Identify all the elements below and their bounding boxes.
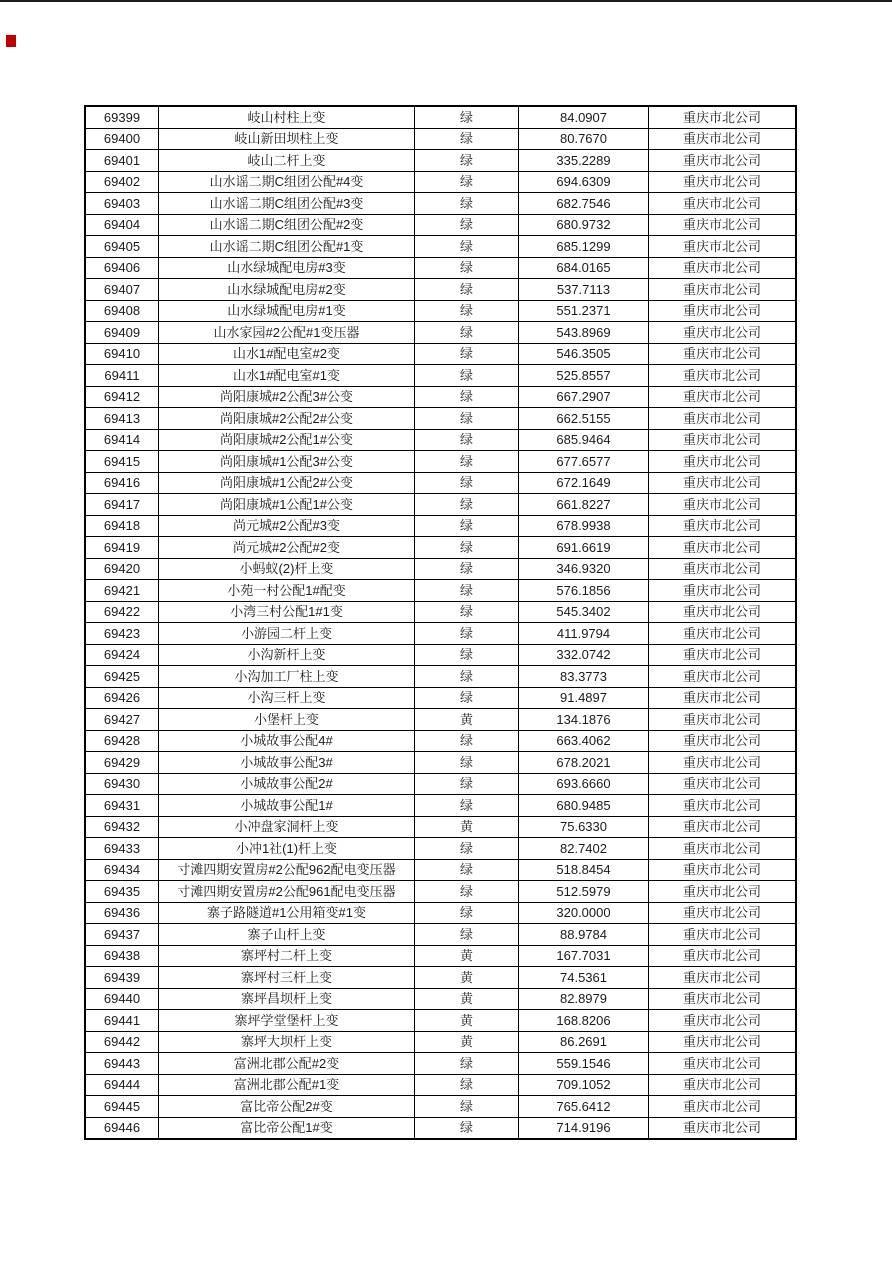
cell-name: 岐山新田坝柱上变 [158, 129, 414, 150]
cell-color: 绿 [414, 795, 518, 816]
cell-company: 重庆市北公司 [648, 602, 795, 623]
cell-value: 576.1856 [518, 580, 648, 601]
cell-company: 重庆市北公司 [648, 1032, 795, 1053]
cell-company: 重庆市北公司 [648, 172, 795, 193]
cell-name: 寨坪昌坝杆上变 [158, 989, 414, 1010]
cell-id: 69411 [104, 367, 140, 383]
cell-value: 525.8557 [518, 365, 648, 386]
cell-company: 重庆市北公司 [648, 215, 795, 236]
cell-company: 重庆市北公司 [648, 107, 795, 128]
cell-color: 黄 [414, 817, 518, 838]
cell-value: 682.7546 [518, 193, 648, 214]
cell-id: 69408 [103, 303, 141, 319]
cell-company: 重庆市北公司 [648, 860, 795, 881]
table-row [86, 622, 795, 644]
cell-color: 绿 [414, 602, 518, 623]
cell-name: 寨坪村三杆上变 [158, 967, 414, 988]
cell-name: 寨坪大坝杆上变 [158, 1032, 414, 1053]
cell-color: 绿 [414, 537, 518, 558]
cell-company: 重庆市北公司 [648, 365, 795, 386]
cell-color: 绿 [414, 129, 518, 150]
cell-color: 绿 [414, 838, 518, 859]
cell-name: 尚元城#2公配#2变 [158, 537, 414, 558]
cell-color: 绿 [414, 623, 518, 644]
page-top-border [0, 0, 892, 2]
cell-value: 411.9794 [518, 623, 648, 644]
table-row [86, 687, 795, 709]
cell-id: 69417 [103, 496, 141, 512]
table-row [86, 300, 795, 322]
cell-id: 69439 [103, 969, 141, 985]
cell-value: 91.4897 [518, 688, 648, 709]
cell-id: 69426 [103, 690, 141, 706]
cell-value: 83.3773 [518, 666, 648, 687]
table-row [86, 773, 795, 795]
cell-color: 绿 [414, 387, 518, 408]
cell-name: 寨子山杆上变 [158, 924, 414, 945]
cell-value: 691.6619 [518, 537, 648, 558]
cell-company: 重庆市北公司 [648, 1075, 795, 1096]
cell-value: 335.2289 [518, 150, 648, 171]
cell-company: 重庆市北公司 [648, 731, 795, 752]
cell-id: 69410 [103, 346, 141, 362]
cell-company: 重庆市北公司 [648, 666, 795, 687]
cell-id: 69420 [103, 561, 141, 577]
cell-id: 69444 [103, 1077, 141, 1093]
cell-company: 重庆市北公司 [648, 473, 795, 494]
cell-value: 672.1649 [518, 473, 648, 494]
cell-id: 69437 [103, 926, 141, 942]
transformer-table [84, 105, 797, 1140]
table-row [86, 149, 795, 171]
cell-name: 尚阳康城#1公配2#公变 [158, 473, 414, 494]
table-row [86, 515, 795, 537]
cell-color: 黄 [414, 946, 518, 967]
cell-value: 667.2907 [518, 387, 648, 408]
cell-id: 69413 [103, 410, 141, 426]
cell-id: 69415 [103, 453, 141, 469]
cell-company: 重庆市北公司 [648, 1010, 795, 1031]
cell-name: 小苑一村公配1#配变 [158, 580, 414, 601]
cell-id: 69419 [103, 539, 141, 555]
cell-name: 小城故事公配4# [158, 731, 414, 752]
cell-value: 332.0742 [518, 645, 648, 666]
cell-color: 绿 [414, 860, 518, 881]
table-row [86, 1031, 795, 1053]
cell-name: 寸滩四期安置房#2公配962配电变压器 [158, 860, 414, 881]
cell-id: 69405 [103, 238, 141, 254]
cell-id: 69425 [103, 668, 141, 684]
cell-color: 绿 [414, 666, 518, 687]
cell-value: 714.9196 [518, 1118, 648, 1139]
table-row [86, 364, 795, 386]
cell-value: 663.4062 [518, 731, 648, 752]
cell-value: 543.8969 [518, 322, 648, 343]
table-row [86, 837, 795, 859]
cell-name: 小沟三杆上变 [158, 688, 414, 709]
cell-company: 重庆市北公司 [648, 494, 795, 515]
table-row [86, 386, 795, 408]
cell-name: 寨坪学堂堡杆上变 [158, 1010, 414, 1031]
cell-name: 小城故事公配2# [158, 774, 414, 795]
cell-id: 69403 [103, 195, 141, 211]
cell-id: 69414 [103, 432, 141, 448]
cell-color: 绿 [414, 774, 518, 795]
cell-value: 82.7402 [518, 838, 648, 859]
cell-value: 518.8454 [518, 860, 648, 881]
cell-company: 重庆市北公司 [648, 645, 795, 666]
cell-id: 69424 [103, 647, 141, 663]
cell-id: 69432 [103, 819, 141, 835]
cell-company: 重庆市北公司 [648, 795, 795, 816]
table-row [86, 257, 795, 279]
cell-value: 346.9320 [518, 559, 648, 580]
table-row [86, 493, 795, 515]
cell-color: 绿 [414, 172, 518, 193]
cell-id: 69409 [103, 324, 141, 340]
cell-id: 69436 [103, 905, 141, 921]
cell-name: 小湾三村公配1#1变 [158, 602, 414, 623]
cell-company: 重庆市北公司 [648, 322, 795, 343]
cell-value: 678.2021 [518, 752, 648, 773]
cell-name: 小冲1社(1)杆上变 [158, 838, 414, 859]
cell-value: 86.2691 [518, 1032, 648, 1053]
cell-name: 山水绿城配电房#3变 [158, 258, 414, 279]
cell-value: 693.6660 [518, 774, 648, 795]
cell-company: 重庆市北公司 [648, 193, 795, 214]
cell-color: 绿 [414, 752, 518, 773]
cell-company: 重庆市北公司 [648, 387, 795, 408]
cell-name: 山水谣二期C组团公配#1变 [158, 236, 414, 257]
cell-value: 546.3505 [518, 344, 648, 365]
cell-company: 重庆市北公司 [648, 817, 795, 838]
table-row [86, 214, 795, 236]
cell-name: 尚阳康城#2公配2#公变 [158, 408, 414, 429]
cell-name: 富洲北郡公配#2变 [158, 1053, 414, 1074]
cell-color: 绿 [414, 107, 518, 128]
cell-company: 重庆市北公司 [648, 989, 795, 1010]
cell-value: 709.1052 [518, 1075, 648, 1096]
cell-name: 尚元城#2公配#3变 [158, 516, 414, 537]
cell-color: 黄 [414, 1032, 518, 1053]
cell-name: 富洲北郡公配#1变 [158, 1075, 414, 1096]
cell-value: 74.5361 [518, 967, 648, 988]
cell-company: 重庆市北公司 [648, 774, 795, 795]
cell-company: 重庆市北公司 [648, 838, 795, 859]
cell-name: 山水1#配电室#2变 [158, 344, 414, 365]
table-row [86, 1074, 795, 1096]
cell-id: 69431 [103, 797, 141, 813]
cell-color: 绿 [414, 559, 518, 580]
red-marker-icon [6, 35, 16, 47]
cell-color: 绿 [414, 193, 518, 214]
cell-color: 绿 [414, 236, 518, 257]
cell-name: 小沟新杆上变 [158, 645, 414, 666]
cell-company: 重庆市北公司 [648, 344, 795, 365]
cell-id: 69434 [103, 862, 141, 878]
table-row [86, 601, 795, 623]
cell-company: 重庆市北公司 [648, 1053, 795, 1074]
cell-name: 岐山村柱上变 [158, 107, 414, 128]
cell-company: 重庆市北公司 [648, 451, 795, 472]
cell-name: 山水1#配电室#1变 [158, 365, 414, 386]
table-row [86, 816, 795, 838]
cell-name: 山水谣二期C组团公配#4变 [158, 172, 414, 193]
table-row [86, 472, 795, 494]
cell-value: 678.9938 [518, 516, 648, 537]
table-row [86, 1009, 795, 1031]
cell-value: 537.7113 [518, 279, 648, 300]
cell-id: 69427 [103, 711, 141, 727]
cell-value: 545.3402 [518, 602, 648, 623]
cell-id: 69399 [103, 109, 141, 125]
cell-color: 绿 [414, 516, 518, 537]
cell-id: 69402 [103, 174, 141, 190]
cell-value: 168.8206 [518, 1010, 648, 1031]
table-row [86, 945, 795, 967]
cell-id: 69445 [103, 1098, 141, 1114]
cell-id: 69412 [103, 389, 141, 405]
cell-color: 绿 [414, 279, 518, 300]
cell-name: 小城故事公配1# [158, 795, 414, 816]
cell-company: 重庆市北公司 [648, 559, 795, 580]
cell-id: 69433 [103, 840, 141, 856]
cell-name: 寨坪村二杆上变 [158, 946, 414, 967]
cell-company: 重庆市北公司 [648, 1096, 795, 1117]
cell-name: 尚阳康城#1公配3#公变 [158, 451, 414, 472]
cell-company: 重庆市北公司 [648, 688, 795, 709]
cell-name: 寸滩四期安置房#2公配961配电变压器 [158, 881, 414, 902]
cell-company: 重庆市北公司 [648, 236, 795, 257]
cell-color: 绿 [414, 215, 518, 236]
table-row [86, 192, 795, 214]
cell-company: 重庆市北公司 [648, 903, 795, 924]
cell-company: 重庆市北公司 [648, 967, 795, 988]
cell-company: 重庆市北公司 [648, 580, 795, 601]
cell-company: 重庆市北公司 [648, 1118, 795, 1139]
cell-name: 小堡杆上变 [158, 709, 414, 730]
cell-value: 551.2371 [518, 301, 648, 322]
cell-name: 小游园二杆上变 [158, 623, 414, 644]
cell-name: 寨子路隧道#1公用箱变#1变 [158, 903, 414, 924]
cell-name: 山水谣二期C组团公配#2变 [158, 215, 414, 236]
cell-company: 重庆市北公司 [648, 301, 795, 322]
cell-id: 69422 [103, 604, 141, 620]
cell-id: 69435 [103, 883, 141, 899]
cell-color: 绿 [414, 903, 518, 924]
cell-name: 富比帝公配2#变 [158, 1096, 414, 1117]
cell-value: 88.9784 [518, 924, 648, 945]
table-row [86, 794, 795, 816]
cell-id: 69443 [103, 1055, 141, 1071]
cell-id: 69442 [103, 1034, 141, 1050]
cell-value: 559.1546 [518, 1053, 648, 1074]
table-row [86, 902, 795, 924]
cell-id: 69423 [103, 625, 141, 641]
cell-id: 69404 [103, 217, 141, 233]
cell-value: 680.9485 [518, 795, 648, 816]
cell-value: 134.1876 [518, 709, 648, 730]
table-row [86, 429, 795, 451]
cell-id: 69440 [103, 991, 141, 1007]
cell-value: 680.9732 [518, 215, 648, 236]
cell-company: 重庆市北公司 [648, 150, 795, 171]
cell-color: 绿 [414, 645, 518, 666]
cell-id: 69407 [103, 281, 141, 297]
cell-value: 677.6577 [518, 451, 648, 472]
table-row [86, 579, 795, 601]
cell-color: 黄 [414, 967, 518, 988]
cell-name: 尚阳康城#2公配1#公变 [158, 430, 414, 451]
cell-company: 重庆市北公司 [648, 129, 795, 150]
cell-company: 重庆市北公司 [648, 752, 795, 773]
cell-color: 绿 [414, 1075, 518, 1096]
cell-value: 694.6309 [518, 172, 648, 193]
cell-id: 69441 [103, 1012, 141, 1028]
cell-company: 重庆市北公司 [648, 946, 795, 967]
cell-value: 167.7031 [518, 946, 648, 967]
cell-color: 绿 [414, 258, 518, 279]
cell-name: 山水谣二期C组团公配#3变 [158, 193, 414, 214]
cell-name: 尚阳康城#2公配3#公变 [158, 387, 414, 408]
cell-id: 69400 [103, 131, 141, 147]
cell-id: 69429 [103, 754, 141, 770]
table-row [86, 278, 795, 300]
cell-color: 绿 [414, 430, 518, 451]
cell-name: 山水绿城配电房#2变 [158, 279, 414, 300]
cell-name: 山水家园#2公配#1变压器 [158, 322, 414, 343]
table-row [86, 321, 795, 343]
cell-color: 绿 [414, 580, 518, 601]
table-row [86, 880, 795, 902]
cell-company: 重庆市北公司 [648, 408, 795, 429]
cell-color: 绿 [414, 494, 518, 515]
cell-color: 绿 [414, 924, 518, 945]
cell-value: 765.6412 [518, 1096, 648, 1117]
cell-color: 绿 [414, 1096, 518, 1117]
cell-color: 黄 [414, 989, 518, 1010]
table-row [86, 536, 795, 558]
cell-color: 绿 [414, 322, 518, 343]
cell-company: 重庆市北公司 [648, 279, 795, 300]
cell-company: 重庆市北公司 [648, 430, 795, 451]
cell-value: 685.1299 [518, 236, 648, 257]
cell-color: 绿 [414, 473, 518, 494]
cell-color: 绿 [414, 408, 518, 429]
table-row [86, 665, 795, 687]
cell-id: 69406 [103, 260, 141, 276]
cell-company: 重庆市北公司 [648, 258, 795, 279]
cell-value: 75.6330 [518, 817, 648, 838]
table-row [86, 407, 795, 429]
cell-value: 512.5979 [518, 881, 648, 902]
cell-value: 685.9464 [518, 430, 648, 451]
cell-name: 小蚂蚁(2)杆上变 [158, 559, 414, 580]
cell-name: 尚阳康城#1公配1#公变 [158, 494, 414, 515]
cell-color: 绿 [414, 150, 518, 171]
table-row [86, 644, 795, 666]
table-row [86, 859, 795, 881]
cell-company: 重庆市北公司 [648, 924, 795, 945]
table-row [86, 107, 795, 128]
cell-id: 69438 [103, 948, 141, 964]
cell-color: 黄 [414, 1010, 518, 1031]
cell-value: 684.0165 [518, 258, 648, 279]
cell-value: 84.0907 [518, 107, 648, 128]
table-row [86, 235, 795, 257]
cell-color: 绿 [414, 688, 518, 709]
cell-company: 重庆市北公司 [648, 623, 795, 644]
table-row [86, 450, 795, 472]
cell-id: 69416 [103, 475, 141, 491]
table-row [86, 1095, 795, 1117]
table-row [86, 730, 795, 752]
cell-color: 绿 [414, 881, 518, 902]
cell-name: 山水绿城配电房#1变 [158, 301, 414, 322]
table-row [86, 343, 795, 365]
cell-company: 重庆市北公司 [648, 709, 795, 730]
cell-name: 岐山二杆上变 [158, 150, 414, 171]
cell-value: 662.5155 [518, 408, 648, 429]
cell-name: 小城故事公配3# [158, 752, 414, 773]
cell-color: 绿 [414, 731, 518, 752]
cell-value: 320.0000 [518, 903, 648, 924]
table-row [86, 988, 795, 1010]
cell-id: 69421 [103, 582, 141, 598]
table-row [86, 923, 795, 945]
table-row [86, 128, 795, 150]
table-row [86, 966, 795, 988]
cell-name: 小冲盘家洞杆上变 [158, 817, 414, 838]
cell-name: 富比帝公配1#变 [158, 1118, 414, 1139]
cell-color: 绿 [414, 1118, 518, 1139]
table-row [86, 558, 795, 580]
cell-id: 69418 [103, 518, 141, 534]
table-row [86, 171, 795, 193]
cell-value: 82.8979 [518, 989, 648, 1010]
cell-company: 重庆市北公司 [648, 537, 795, 558]
cell-color: 绿 [414, 1053, 518, 1074]
cell-value: 80.7670 [518, 129, 648, 150]
cell-color: 绿 [414, 365, 518, 386]
table-row [86, 1052, 795, 1074]
cell-name: 小沟加工厂柱上变 [158, 666, 414, 687]
cell-id: 69428 [103, 733, 141, 749]
table-row [86, 708, 795, 730]
table-row [86, 751, 795, 773]
cell-company: 重庆市北公司 [648, 881, 795, 902]
cell-company: 重庆市北公司 [648, 516, 795, 537]
cell-value: 661.8227 [518, 494, 648, 515]
cell-id: 69430 [103, 776, 141, 792]
cell-color: 绿 [414, 451, 518, 472]
cell-id: 69446 [103, 1120, 141, 1136]
cell-id: 69401 [103, 152, 141, 168]
cell-color: 黄 [414, 709, 518, 730]
cell-color: 绿 [414, 301, 518, 322]
cell-color: 绿 [414, 344, 518, 365]
table-row [86, 1117, 795, 1139]
